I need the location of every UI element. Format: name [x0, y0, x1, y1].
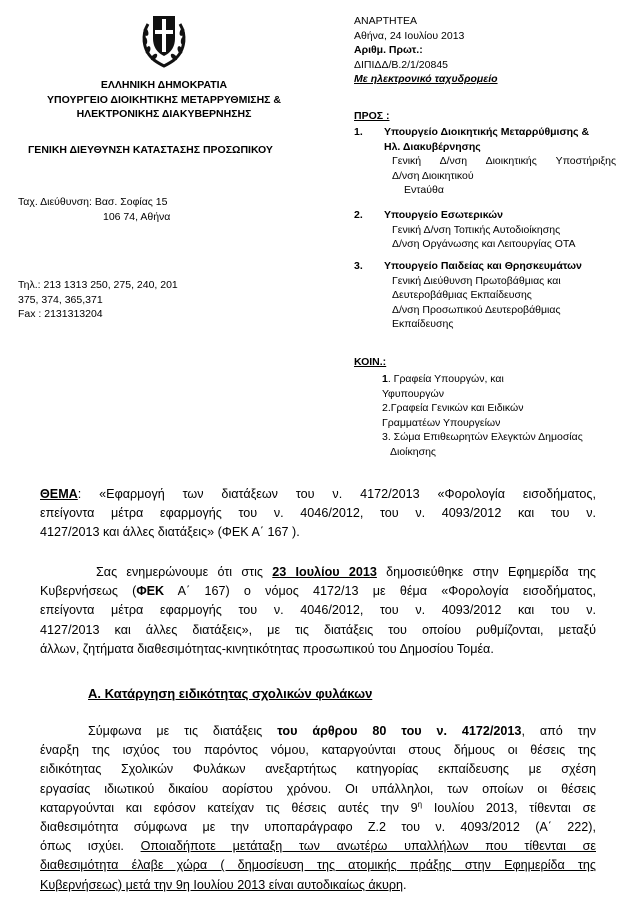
paragraph-text: έναρξη της ισχύος του παρόντος νόμου, καταργούνται στους δήμους οι θέσεις της	[40, 743, 596, 758]
recipient-unit: Γενική Δ/νση Διοικητικής Υποστήριξης	[392, 155, 616, 167]
intro-text: Σας ενημερώνουμε ότι στις	[96, 565, 273, 579]
address-label: Ταχ. Διεύθυνση: Βασ. Σοφίας 15	[18, 196, 168, 208]
recipient-number: 3.	[354, 260, 363, 272]
recipients-label: ΠΡΟΣ :	[354, 110, 390, 122]
fax-line: Fax : 2131313204	[18, 308, 103, 320]
subject-text: 4127/2013 και άλλες διατάξεις» (ΦΕΚ Α΄ 167 ).	[40, 525, 300, 540]
recipient-2	[354, 208, 616, 252]
recipient-title: Ηλ. Διακυβέρνησης	[384, 140, 481, 153]
cc-item-number: 1	[382, 373, 388, 385]
section-a-heading: Α. Κατάργηση ειδικότητας σχολικών φυλάκων	[88, 686, 373, 701]
intro-text: Α΄ 167) ο νόμος 4172/13 με θέμα «Φορολογία εισοδήματος,	[164, 584, 596, 599]
protocol-number: ΔΙΠΙΔΔ/Β.2/1/20845	[354, 58, 449, 71]
recipient-unit: Δ/νση Διοικητικού	[392, 169, 474, 182]
recipient-title: Υπουργείο Παιδείας και Θρησκευμάτων	[384, 260, 582, 272]
paragraph-text: Ιουλίου 2013, τίθενται σε	[422, 800, 597, 815]
cc-item: . Γραφεία Υπουργών, και	[387, 373, 504, 385]
paragraph-text: καταργούνται και εφόσον κατείχαν τις θέσεις αυτές την 9	[40, 800, 418, 815]
post-label: ΑΝΑΡΤΗΤΕΑ	[354, 15, 418, 27]
ministry-name-line1: ΥΠΟΥΡΓΕΙΟ ΔΙΟΙΚΗΤΙΚΗΣ ΜΕΤΑΡΡΥΘΜΙΣΗΣ &	[47, 93, 281, 106]
delivery-method: Με ηλεκτρονικό ταχυδρομείο	[354, 73, 498, 85]
recipient-unit: Εντaύθα	[404, 184, 444, 196]
publication-date: 23 Ιουλίου 2013	[272, 565, 377, 579]
document-date: Αθήνα, 24 Ιουλίου 2013	[354, 29, 465, 42]
recipient-unit: Γενική Δ/νση Τοπικής Αυτοδιοίκησης	[392, 223, 561, 236]
underlined-text: Οποιαδήποτε μετάταξη των ανωτέρω υπαλλήλων που τίθενται σε	[140, 839, 596, 854]
cc-item: Υφυπουργών	[382, 387, 444, 400]
intro-text: 4127/2013 και άλλες διατάξεις», με τις διατάξεις του οποίου ρυθμίζονται, μεταξύ	[40, 622, 596, 637]
paragraph-text: όπως ισχύει.	[40, 839, 141, 854]
paragraph-text: ειδικότητας Σχολικών Φυλάκων ανεξαρτήτως κατηγορίας εκπαίδευσης με σχέση	[40, 762, 596, 777]
underlined-text: Κυβερνήσεως) μετά την 9η Ιουλίου 2013 είναι αυτοδικαίως άκυρη	[40, 877, 404, 892]
document-meta	[354, 14, 498, 87]
intro-text: Κυβερνήσεως (	[40, 584, 137, 599]
ministry-name-line2: ΗΛΕΚΤΡΟΝΙΚΗΣ ΔΙΑΚΥΒΕΡΝΗΣΗΣ	[76, 108, 252, 120]
fek-label: ΦΕΚ	[136, 584, 165, 599]
recipient-title: Υπουργείο Διοικητικής Μεταρρύθμισης &	[384, 126, 590, 138]
recipient-unit: Εκπαίδευσης	[392, 318, 454, 330]
greek-coat-of-arms-icon	[140, 10, 188, 68]
subject-label: ΘΕΜΑ	[40, 487, 78, 501]
subject-text: : «Εφαρμογή των διατάξεων του ν. 4172/2013 «Φορολογία εισοδήματος,	[77, 487, 596, 501]
phone-line1: Τηλ.: 213 1313 250, 275, 240, 201	[18, 279, 178, 291]
cc-item: Διοίκησης	[390, 445, 436, 458]
intro-text: άλλων, ζητήματα διαθεσιμότητας-κινητικότητας προσωπικού του Δημοσίου Τομέα.	[40, 641, 494, 656]
subject-text: επείγοντα μέτρα εφαρμογής του ν. 4046/2012, του ν. 4093/2012 και του ν.	[40, 506, 596, 521]
superscript: η	[417, 799, 423, 809]
recipient-title: Υπουργείο Εσωτερικών	[384, 209, 503, 221]
recipient-number: 1.	[354, 126, 363, 138]
intro-text: δημοσιεύθηκε στην Εφημερίδα της	[376, 565, 596, 579]
recipient-unit: Δ/νση Οργάνωσης και Λειτουργίας ΟΤΑ	[392, 238, 576, 250]
recipient-number: 2.	[354, 209, 363, 221]
cc-item: 2.Γραφεία Γενικών και Ειδικών	[382, 402, 524, 414]
address-city: 106 74, Αθήνα	[103, 211, 171, 223]
phone-line2: 375, 374, 365,371	[18, 293, 103, 306]
paragraph-text: , από την	[521, 724, 596, 738]
intro-paragraph	[40, 563, 596, 659]
intro-text: επείγοντα μέτρα εφαρμογής του ν. 4046/2012, του ν. 4093/2012 και του ν.	[40, 603, 596, 618]
law-article-reference: του άρθρου 80 του ν. 4172/2013	[277, 724, 522, 738]
recipient-1	[354, 125, 616, 198]
republic-name: ΕΛΛΗΝΙΚΗ ΔΗΜΟΚΡΑΤΙΑ	[100, 79, 228, 91]
recipient-unit: Δ/νση Προσωπικού Δευτεροβάθμιας	[392, 303, 561, 316]
cc-item: 3. Σώμα Επιθεωρητών Ελεγκτών Δημοσίας	[382, 431, 583, 443]
paragraph-text: Σύμφωνα με τις διατάξεις	[88, 724, 278, 738]
letterhead	[40, 78, 288, 122]
recipient-unit: Δευτεροβάθμιας Εκπαίδευσης	[392, 289, 532, 301]
paragraph-text: εργασίας ιδιωτικού δικαίου αορίστου χρόνου. Οι υπάλληλοι, των οποίων οι θέσεις	[40, 781, 596, 796]
cc-label: ΚΟΙΝ.:	[354, 356, 387, 368]
cc-list	[382, 372, 583, 459]
paragraph-text: .	[403, 877, 407, 892]
protocol-label: Αριθμ. Πρωτ.:	[354, 44, 423, 56]
cc-item: Γραμματέων Υπουργείων	[382, 416, 501, 429]
section-a-paragraph	[40, 722, 596, 895]
directorate-name: ΓΕΝΙΚΗ ΔΙΕΥΘΥΝΣΗ ΚΑΤΑΣΤΑΣΗΣ ΠΡΟΣΩΠΙΚΟΥ	[28, 144, 273, 156]
underlined-text: διαθεσιμότητα έλαβε χώρα ( δημοσίευση της ατομικής πράξης στην Εφημερίδα της	[40, 858, 596, 873]
subject	[40, 485, 596, 543]
recipient-3	[354, 259, 616, 332]
contact-block	[18, 278, 178, 322]
paragraph-text: διαθεσιμότητα σύμφωνα με την υποπαράγραφο Ζ.2 του ν. 4093/2012 (Α΄ 222),	[40, 820, 596, 835]
recipient-unit: Γενική Διεύθυνση Πρωτοβάθμιας και	[392, 274, 561, 287]
